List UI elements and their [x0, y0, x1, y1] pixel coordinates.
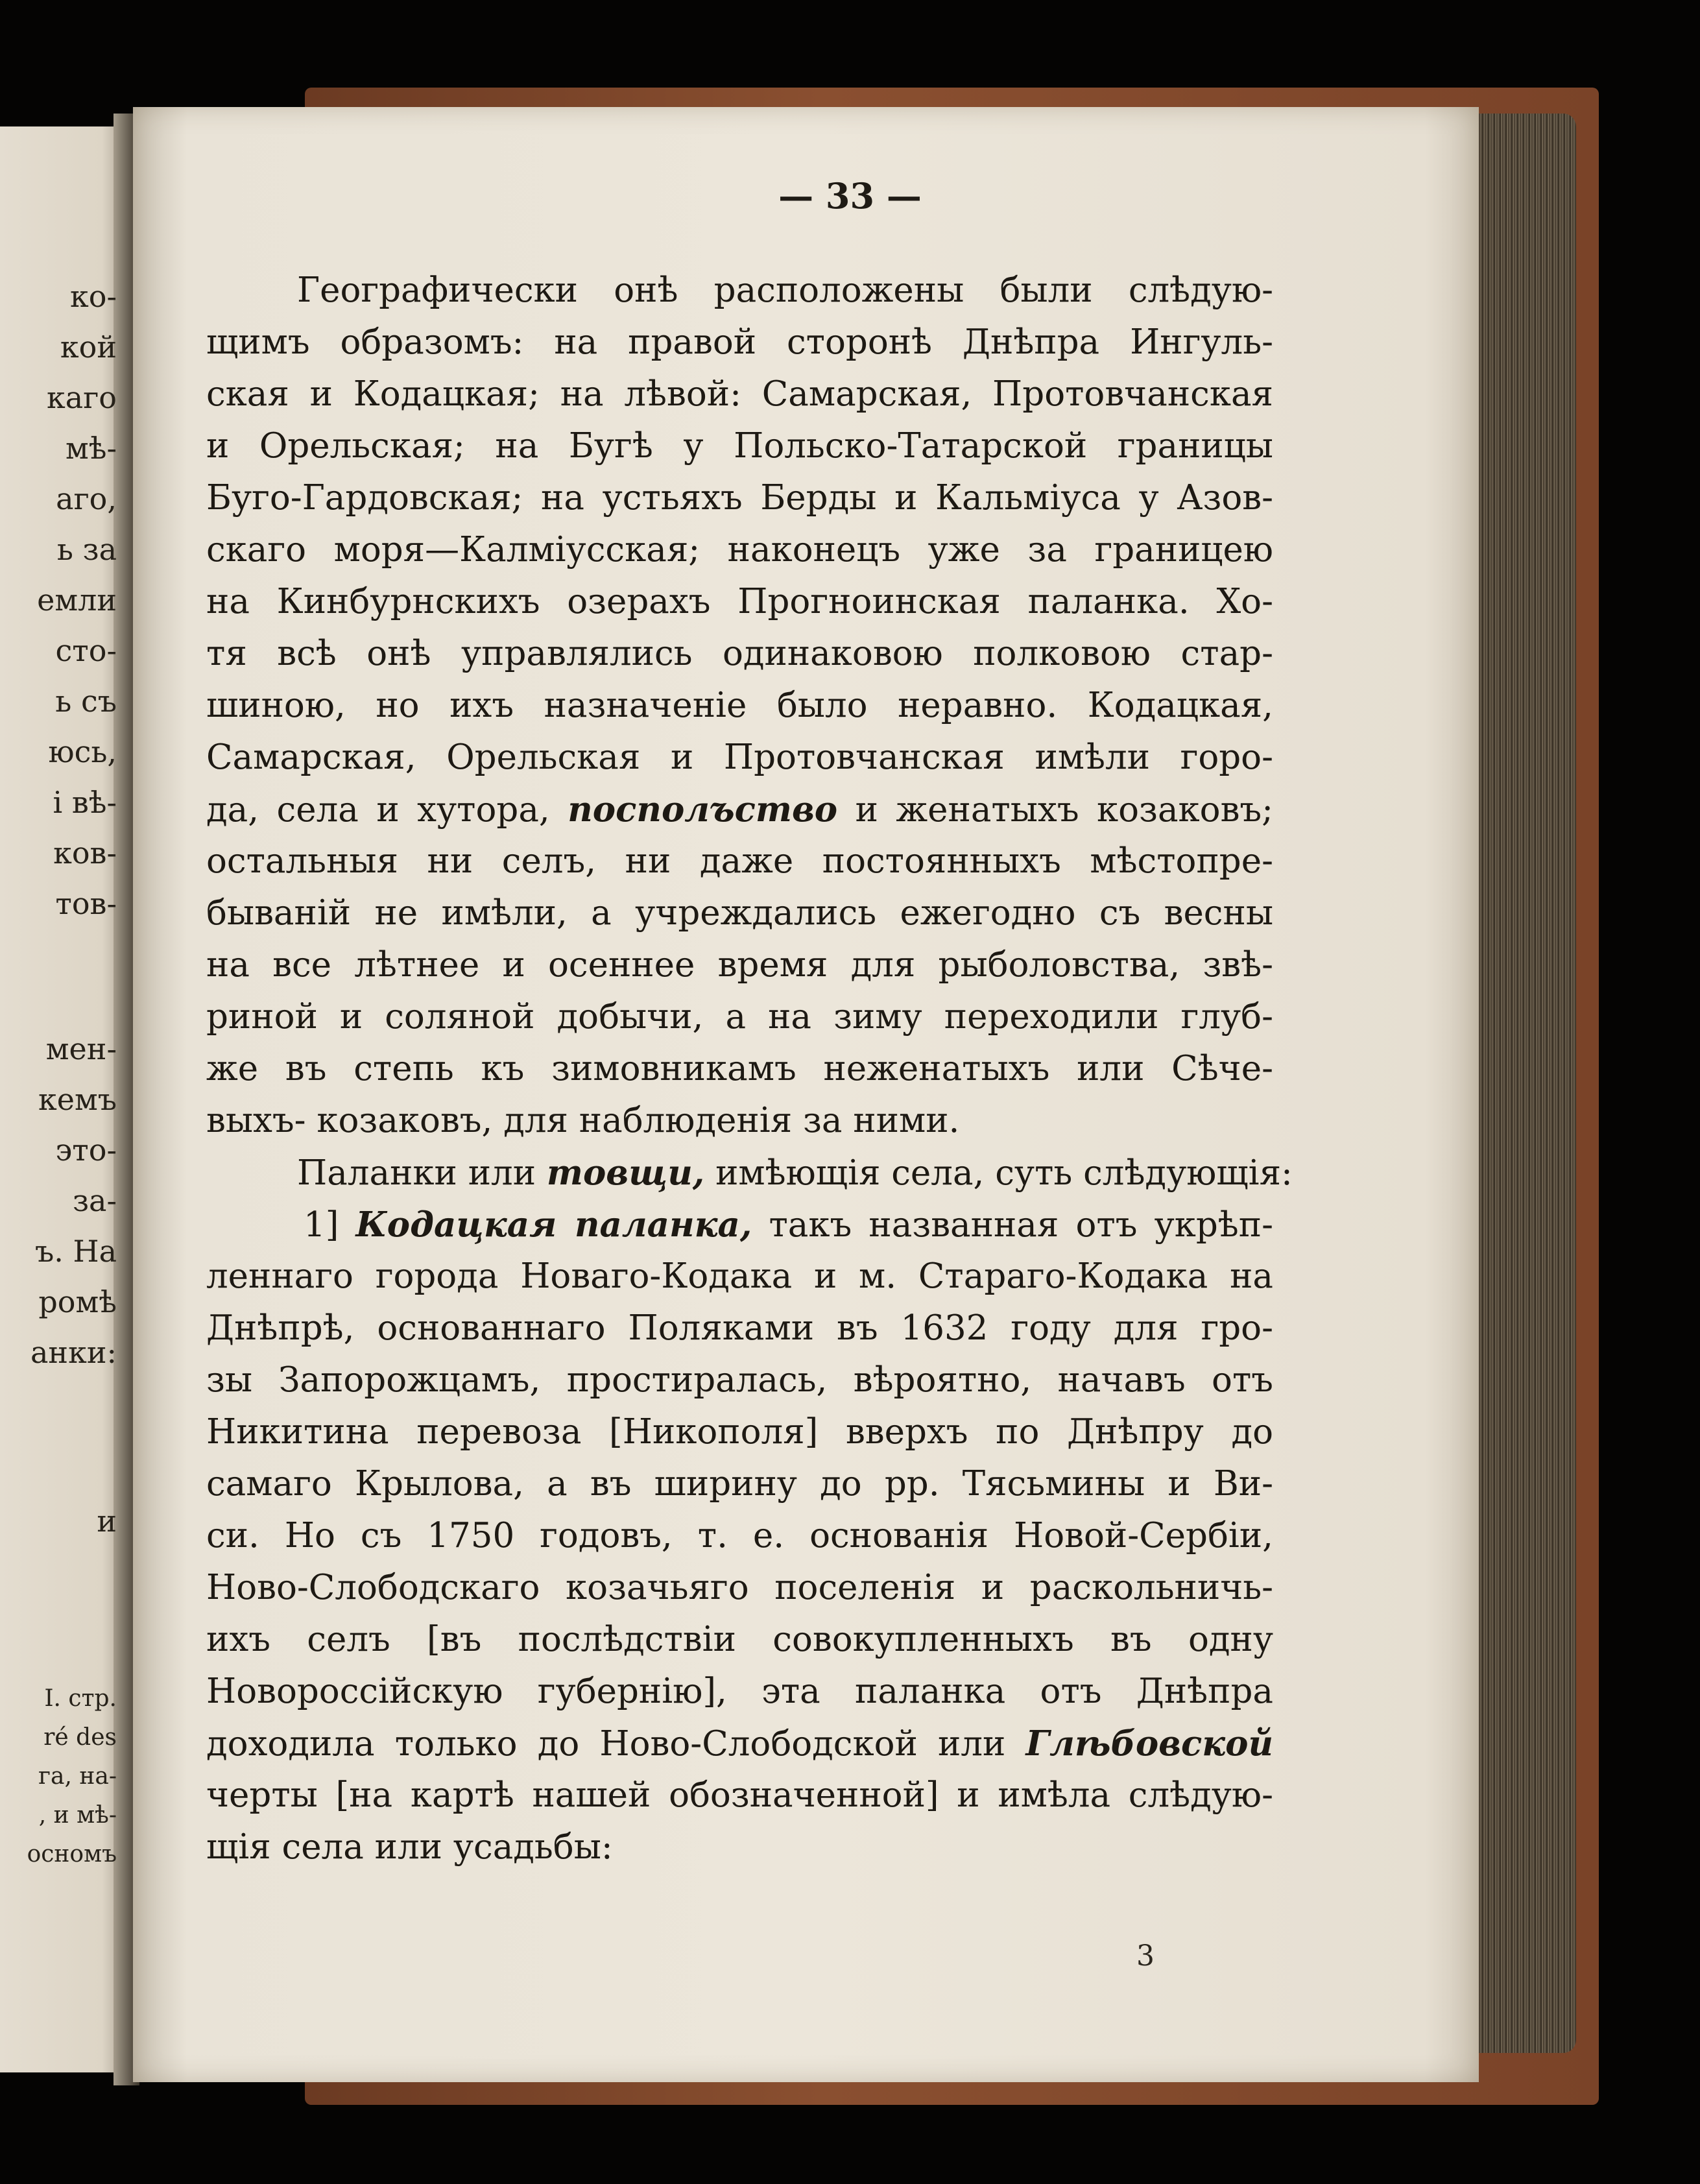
fragment-text: i вѣ-	[53, 785, 117, 820]
text-line: быванiй не имѣли, а учреждались ежегодно съ весны	[206, 893, 1273, 933]
italic-term: товщи,	[546, 1153, 705, 1193]
text-line: зы Запорожцамъ, простиралась, вѣроятно, начавъ отъ	[206, 1360, 1273, 1400]
fragment-text: сто-	[55, 633, 117, 668]
page-text	[206, 265, 1293, 1873]
fragment-text: кой	[60, 330, 117, 365]
text-line: тя всѣ онѣ управлялись одинаковою полковою стар-	[206, 634, 1273, 673]
text-line: доходила только до Ново-Слободской или Глѣбовской	[206, 1723, 1273, 1764]
fragment-text: ко-	[70, 279, 117, 314]
fragment-text: емли	[37, 582, 117, 618]
text-line: же въ степь къ зимовникамъ неженатыхъ или Сѣче-	[206, 1049, 1273, 1088]
text-line: черты [на картѣ нашей обозначенной] и имѣла слѣдую-	[206, 1775, 1273, 1815]
paragraph-2: Паланки или товщи, имѣющія села, суть слѣдующія:	[297, 1153, 1293, 1193]
text-line: скаго моря—Калміусская; наконецъ уже за границею	[206, 530, 1273, 570]
paragraph-1	[206, 265, 1273, 784]
text-line: щія села или усадьбы:	[206, 1827, 613, 1867]
text-line: Географически онѣ расположены были слѣдую-	[297, 270, 1273, 310]
fragment-footnote: I. стр.	[44, 1685, 117, 1712]
text-line: на Кинбурнскихъ озерахъ Прогноинская паланка. Хо-	[206, 582, 1273, 621]
fragment-text: каго	[47, 380, 117, 415]
paragraph-3	[206, 1251, 1273, 1718]
text-line: Ново-Слободскаго козачьяго поселенія и раскольничь-	[206, 1568, 1273, 1607]
fragment-text: за-	[72, 1183, 117, 1218]
text-line: Новороссійскую губернію], эта паланка отъ Днѣпра	[206, 1672, 1273, 1711]
text-line: ихъ селъ [въ послѣдствіи совокупленныхъ въ одну	[206, 1620, 1273, 1659]
fragment-text: анки:	[30, 1335, 117, 1370]
page-edges	[1479, 114, 1576, 2053]
text-line: шиною, но ихъ назначеніе было неравно. Кодацкая,	[206, 686, 1273, 725]
text-line: щимъ образомъ: на правой сторонѣ Днѣпра Ингуль-	[206, 322, 1273, 362]
italic-term: Кодацкая паланка,	[355, 1205, 752, 1245]
fragment-text: аго,	[56, 481, 117, 516]
fragment-text: ь съ	[55, 684, 117, 719]
text-line: Никитина перевоза [Никополя] вверхъ по Днѣпру до	[206, 1412, 1273, 1452]
fragment-footnote: , и мѣ-	[38, 1802, 117, 1829]
text-line: риной и соляной добычи, а на зиму переходили глуб-	[206, 997, 1273, 1037]
text-line: Самарская, Орельская и Протовчанская имѣли горо-	[206, 738, 1273, 777]
text-line: ская и Кодацкая; на лѣвой: Самарская, Протовчанская	[206, 374, 1273, 414]
fragment-text: мен-	[45, 1031, 117, 1066]
fragment-text: мѣ-	[65, 431, 117, 466]
page-number: — 33 —	[778, 175, 922, 217]
text-line: самаго Крылова, а въ ширину до рр. Тясьмины и Ви-	[206, 1464, 1273, 1504]
paragraph-3-first-line: 1] Кодацкая паланка, такъ названная отъ укрѣп-	[304, 1205, 1273, 1245]
text-line: и Орельская; на Бугѣ у Польско-Татарской границы	[206, 426, 1273, 466]
fragment-text: и	[97, 1504, 117, 1539]
fragment-footnote: осномъ	[27, 1841, 117, 1867]
fragment-text: юсь,	[48, 734, 117, 769]
fragment-text: ромѣ	[38, 1284, 117, 1319]
fragment-text: ков-	[53, 835, 117, 870]
printer-signature-mark: 3	[1136, 1939, 1155, 1973]
fragment-text: это-	[55, 1133, 117, 1168]
fragment-footnote: га, на-	[38, 1763, 117, 1790]
text-line: на все лѣтнее и осеннее время для рыболовства, звѣ-	[206, 945, 1273, 985]
text-line: да, села и хутора, посполъство и женатыхъ козаковъ;	[206, 789, 1273, 830]
text-line: выхъ- козаковъ, для наблюденія за ними.	[206, 1101, 960, 1140]
text-line: си. Но съ 1750 годовъ, т. е. основанія Новой-Сербіи,	[206, 1516, 1273, 1555]
paragraph-1-continued	[206, 835, 1273, 1095]
fragment-text: ь за	[56, 532, 117, 567]
text-line: леннаго города Новаго-Кодака и м. Стараго-Кодака на	[206, 1256, 1273, 1296]
fragment-text: ъ. На	[34, 1234, 117, 1269]
fragment-footnote: ré des	[43, 1724, 117, 1751]
fragment-text: тов-	[55, 886, 117, 921]
text-line: Днѣпрѣ, основаннаго Поляками въ 1632 году для гро-	[206, 1308, 1273, 1348]
italic-term: Глѣбовской	[1025, 1723, 1273, 1764]
text-line: остальныя ни селъ, ни даже постоянныхъ мѣстопре-	[206, 841, 1273, 881]
italic-term: посполъство	[568, 789, 838, 830]
fragment-text: кемъ	[38, 1082, 117, 1117]
text-line: Буго-Гардовская; на устьяхъ Берды и Кальміуса у Азов-	[206, 478, 1273, 518]
